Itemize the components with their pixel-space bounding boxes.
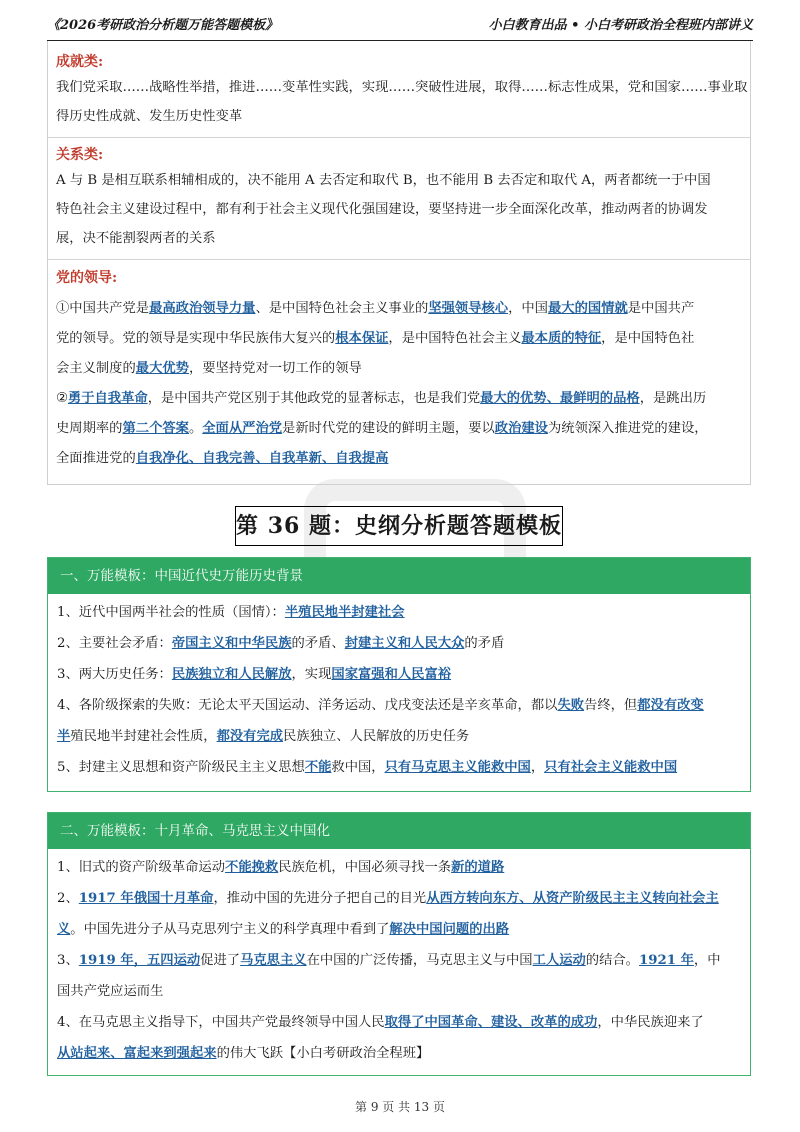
panel-2-line-2: 2、1917 年俄国十月革命，推动中国的先进分子把自己的目光从西方转向东方、从资产阶级民主主义转向社会主 [57, 891, 719, 906]
achievement-line-1: 我们党采取……战略性举措，推进……变革性实践，实现……突破性进展，取得……标志性成果，党和国家……事业取 [56, 80, 748, 95]
panel-2-line-3: 义。中国先进分子从马克思列宁主义的科学真理中看到了解决中国问题的出路 [57, 922, 510, 937]
panel-1-line-2: 2、主要社会矛盾：帝国主义和中华民族的矛盾、封建主义和人民大众的矛盾 [57, 636, 505, 651]
leadership-line-3: 会主义制度的最大优势，要坚持党对一切工作的领导 [56, 361, 362, 376]
page-footer: 第 9 页 共 13 页 [355, 1100, 445, 1114]
template-box [47, 41, 751, 485]
panel-1-line-1: 1、近代中国两半社会的性质（国情）：半殖民地半封建社会 [57, 605, 405, 620]
leadership-line-2: 党的领导。党的领导是实现中华民族伟大复兴的根本保证，是中国特色社会主义最本质的特征，是中国特色社 [56, 331, 695, 346]
leadership-line-1: ①中国共产党是最高政治领导力量、是中国特色社会主义事业的坚强领导核心，中国最大的国情就是中国共产 [56, 301, 695, 316]
page-header [47, 12, 753, 41]
panel-modern-history-background [47, 557, 751, 792]
leadership-line-6: 全面推进党的自我净化、自我完善、自我革新、自我提高 [56, 451, 389, 466]
header-doc-title: 《2026考研政治分析题万能答题模板》 [47, 18, 279, 33]
leadership-line-4: ②勇于自我革命，是中国共产党区别于其他政党的显著标志，也是我们党最大的优势、最鲜明的品格，是跳出历 [56, 391, 707, 406]
panel-2-line-6: 4、在马克思主义指导下，中国共产党最终领导中国人民取得了中国革命、建设、改革的成功，中华民族迎来了 [57, 1015, 704, 1030]
relation-line-1: A 与 B 是相互联系相辅相成的，决不能用 A 去否定和取代 B，也不能用 B 去否定和取代 A，两者都统一于中国 [56, 173, 711, 188]
panel-1-line-3: 3、两大历史任务：民族独立和人民解放，实现国家富强和人民富裕 [57, 667, 452, 682]
panel-2-line-7: 从站起来、富起来到强起来的伟大飞跃【小白考研政治全程班】 [57, 1046, 430, 1061]
panel-1-line-5: 半殖民地半封建社会性质，都没有完成民族独立、人民解放的历史任务 [57, 729, 470, 744]
question-36-title: 第 36 题：史纲分析题答题模板 [235, 506, 563, 546]
panel-2-header: 二、万能模板：十月革命、马克思主义中国化 [48, 813, 750, 849]
achievement-line-2: 得历史性成就、发生历史性变革 [56, 109, 243, 124]
panel-2-line-1: 1、旧式的资产阶级革命运动不能挽救民族危机，中国必须寻找一条新的道路 [57, 860, 505, 875]
section-title-achievement: 成就类: [56, 54, 104, 70]
panel-1-line-4: 4、各阶级探索的失败：无论太平天国运动、洋务运动、戊戌变法还是辛亥革命，都以失败告终，但都没有改变 [57, 698, 704, 713]
panel-1-header: 一、万能模板：中国近代史万能历史背景 [48, 558, 750, 594]
panel-2-line-4: 3、1919 年，五四运动促进了马克思主义在中国的广泛传播，马克思主义与中国工人运动的结合。1921 年，中 [57, 953, 721, 968]
panel-2-line-5: 国共产党应运而生 [57, 984, 164, 999]
relation-line-2: 特色社会主义建设过程中，都有利于社会主义现代化强国建设，要坚持进一步全面深化改革，推动两者的协调发 [56, 202, 708, 217]
panel-october-revolution [47, 812, 751, 1076]
panel-1-line-6: 5、封建主义思想和资产阶级民主主义思想不能救中国，只有马克思主义能救中国，只有社会主义能救中国 [57, 760, 678, 775]
leadership-line-5: 史周期率的第二个答案。全面从严治党是新时代党的建设的鲜明主题，要以政治建设为统领深入推进党的建设， [56, 421, 708, 436]
section-title-relation: 关系类: [56, 147, 104, 163]
section-title-leadership: 党的领导: [56, 270, 118, 286]
header-publisher: 小白教育出品 • 小白考研政治全程班内部讲义 [488, 18, 753, 33]
relation-line-3: 展，决不能割裂两者的关系 [56, 231, 216, 246]
